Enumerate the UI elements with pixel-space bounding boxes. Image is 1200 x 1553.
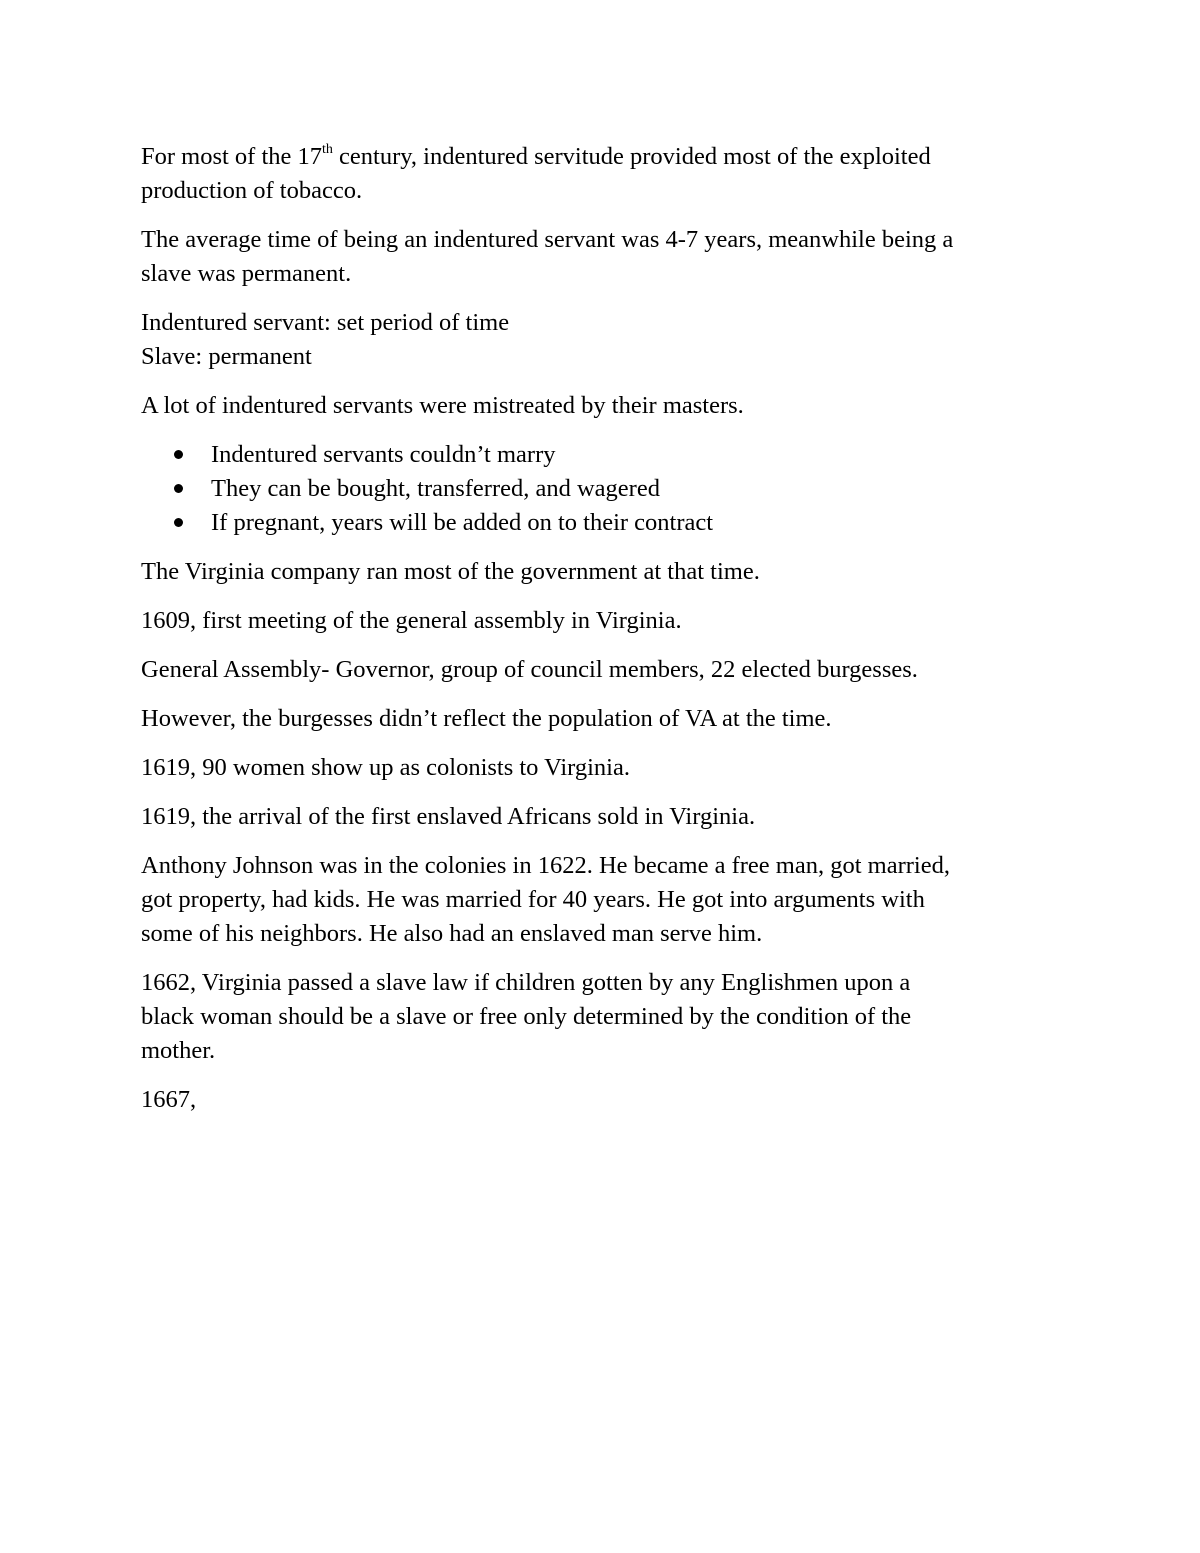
list-item-text: If pregnant, years will be added on to their contract (211, 509, 714, 536)
paragraph-line: The average time of being an indentured servant was 4-7 years, meanwhile being a (141, 226, 954, 253)
paragraph-line: some of his neighbors. He also had an enslaved man serve him. (141, 920, 763, 947)
bullet-icon (174, 518, 183, 527)
bullet-list (141, 438, 1061, 540)
paragraph-1667 (141, 1083, 1061, 1117)
paragraph-general-assembly (141, 653, 1061, 687)
paragraph-line: mother. (141, 1037, 216, 1064)
paragraph-line: slave was permanent. (141, 260, 352, 287)
paragraph-line: black woman should be a slave or free only determined by the condition of the (141, 1003, 912, 1030)
paragraph-1619-africans (141, 800, 1061, 834)
paragraph-line (141, 140, 1061, 174)
paragraph-line: 1619, 90 women show up as colonists to Virginia. (141, 754, 630, 781)
list-item-text: Indentured servants couldn’t marry (211, 441, 556, 468)
bullet-icon (174, 484, 183, 493)
paragraph-mistreated (141, 389, 1061, 423)
paragraph-definitions (141, 306, 1061, 374)
paragraph-1662 (141, 966, 1061, 1068)
definition-slave: Slave: permanent (141, 343, 312, 370)
paragraph-line: However, the burgesses didn’t reflect the population of VA at the time. (141, 705, 832, 732)
paragraph-burgesses (141, 702, 1061, 736)
paragraph-line: 1662, Virginia passed a slave law if children gotten by any Englishmen upon a (141, 969, 911, 996)
paragraph-line: General Assembly- Governor, group of council members, 22 elected burgesses. (141, 656, 918, 683)
paragraph-line: Anthony Johnson was in the colonies in 1622. He became a free man, got married, (141, 852, 950, 879)
paragraph-line: The Virginia company ran most of the government at that time. (141, 558, 760, 585)
list-item (141, 472, 1061, 506)
list-item (141, 438, 1061, 472)
document-page (141, 140, 1061, 1132)
paragraph-anthony-johnson (141, 849, 1061, 951)
list-item-text: They can be bought, transferred, and wagered (211, 475, 660, 502)
ordinal-superscript: th (322, 141, 333, 157)
paragraph-1619-women (141, 751, 1061, 785)
paragraph-virginia-company (141, 555, 1061, 589)
paragraph-1609 (141, 604, 1061, 638)
text-segment: For most of the 17 (141, 143, 323, 170)
paragraph-line: got property, had kids. He was married for 40 years. He got into arguments with (141, 886, 925, 913)
paragraph-line: production of tobacco. (141, 177, 363, 204)
paragraph-line: 1619, the arrival of the first enslaved Africans sold in Virginia. (141, 803, 756, 830)
definition-indentured-servant: Indentured servant: set period of time (141, 309, 510, 336)
bullet-icon (174, 450, 183, 459)
text-segment: century, indentured servitude provided most of the exploited (332, 143, 931, 170)
paragraph-average-time (141, 223, 1061, 291)
paragraph-indentured-servitude (141, 140, 1061, 208)
paragraph-line: 1609, first meeting of the general assembly in Virginia. (141, 607, 682, 634)
paragraph-line: A lot of indentured servants were mistreated by their masters. (141, 392, 744, 419)
list-item (141, 506, 1061, 540)
paragraph-line: 1667, (141, 1086, 197, 1113)
